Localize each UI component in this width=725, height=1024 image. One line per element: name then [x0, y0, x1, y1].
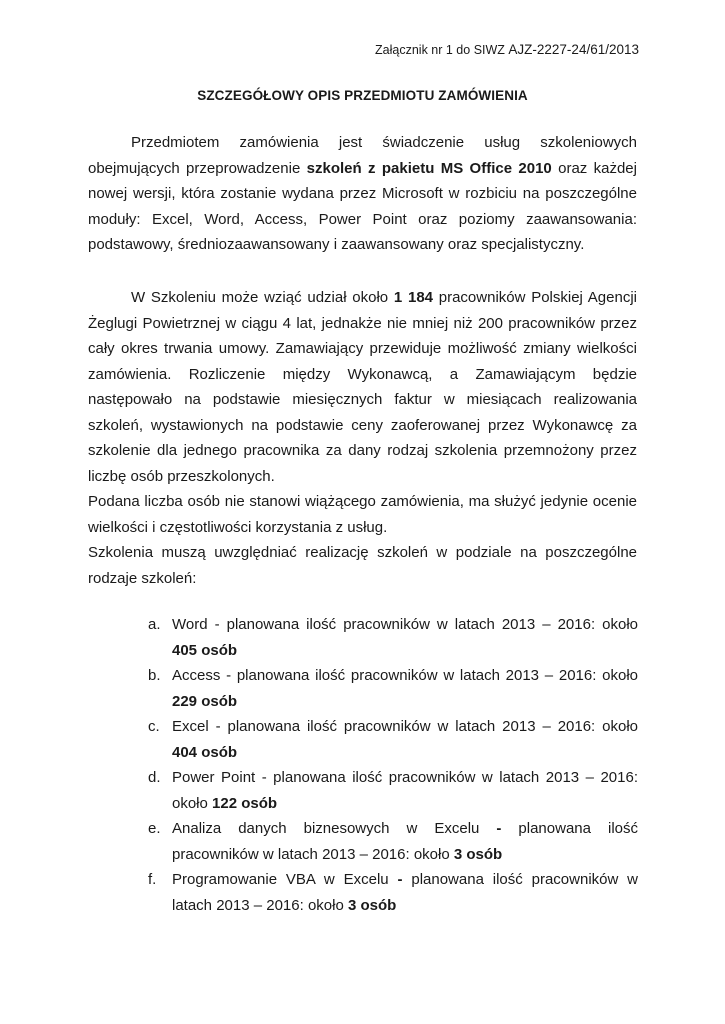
- attachment-reference: [375, 42, 639, 57]
- list-item-count: 3 osób: [453, 845, 503, 863]
- training-list: [148, 612, 638, 918]
- paragraph-participants: [88, 285, 637, 591]
- list-marker: d.: [148, 769, 161, 786]
- list-item-text: planowana ilość pracowników w latach 2013 – 2016: około: [172, 820, 638, 863]
- paragraph-text: oraz każdej nowej wersji, która zostanie wydana przez Microsoft w rozbiciu na poszczególne moduły: Excel, Word, Access, Power Point oraz poziomy zaawansowania: podstawowy, średniozaawansowany i zaawansowany oraz specjalistyczny.: [88, 159, 637, 253]
- list-item-text: planowana ilość pracowników w latach 2013 – 2016: około: [172, 871, 639, 914]
- list-item-text: Analiza danych biznesowych w Excelu: [172, 820, 497, 837]
- list-item-text: Excel - planowana ilość pracowników w latach 2013 – 2016: około: [172, 718, 638, 735]
- paragraph-text: Przedmiotem zamówienia jest świadczenie usług szkoleniowych obejmujących przeprowadzenie: [88, 134, 637, 177]
- attachment-ref-main: Załącznik nr 1 do SIWZ: [375, 43, 509, 57]
- list-marker: a.: [148, 616, 161, 633]
- paragraph-text: W Szkoleniu może wziąć udział około: [131, 289, 394, 306]
- list-marker: f.: [148, 871, 157, 888]
- list-item-count: 405 osób: [172, 641, 238, 659]
- list-item-count: 229 osób: [172, 692, 238, 710]
- list-item: [148, 816, 638, 867]
- list-item-dash: -: [397, 871, 403, 888]
- list-item-count: 122 osób: [212, 794, 278, 812]
- paragraph-bold-text: 1 184: [393, 289, 434, 306]
- list-item-count: 3 osób: [347, 896, 397, 914]
- paragraph-scope: [88, 130, 637, 258]
- list-item-text: Programowanie VBA w Excelu: [172, 871, 398, 888]
- list-item: [148, 765, 638, 816]
- paragraph-text: pracowników Polskiej Agencji Żeglugi Powietrznej w ciągu 4 lat, jednakże nie mniej niż 200 pracowników przez cały okres trwania umowy. Zamawiający przewiduje możliwość zmiany wielkości zamówienia. Rozliczenie między Wykonawcą, a Zamawiającym będzie następowało na podstawie miesięcznych faktur w miesiącach realizowania szkoleń, wystawionych na podstawie ceny zaoferowanej przez Wykonawcę za szkolenie dla jednego pracownika za dany rodzaj szkolenia przemnożony przez liczbę osób przeszkolonych.: [88, 289, 637, 485]
- list-item-text: Word - planowana ilość pracowników w latach 2013 – 2016: około: [172, 616, 638, 633]
- list-marker: e.: [148, 820, 161, 837]
- list-item: [148, 663, 638, 714]
- paragraph-training-types: Szkolenia muszą uwzględniać realizację szkoleń w podziale na poszczególne rodzaje szkoleń:: [88, 544, 637, 587]
- document-title: SZCZEGÓŁOWY OPIS PRZEDMIOTU ZAMÓWIENIA: [197, 88, 528, 103]
- list-item-text: Access - planowana ilość pracowników w latach 2013 – 2016: około: [172, 667, 638, 684]
- paragraph-non-binding: Podana liczba osób nie stanowi wiążącego zamówienia, ma służyć jedynie ocenie wielkości i częstotliwości korzystania z usług.: [88, 493, 637, 536]
- list-marker: b.: [148, 667, 161, 684]
- list-item: [148, 867, 638, 918]
- attachment-ref-code: AJZ-2227-24/61/2013: [508, 42, 639, 57]
- list-marker: c.: [148, 718, 160, 735]
- list-item-dash: -: [496, 820, 502, 837]
- paragraph-bold-text: szkoleń z pakietu MS Office 2010: [306, 159, 552, 177]
- list-item-text: Power Point - planowana ilość pracowników w latach 2013 – 2016: około: [172, 769, 638, 812]
- list-item: [148, 714, 638, 765]
- list-item: [148, 612, 638, 663]
- list-item-count: 404 osób: [172, 743, 238, 761]
